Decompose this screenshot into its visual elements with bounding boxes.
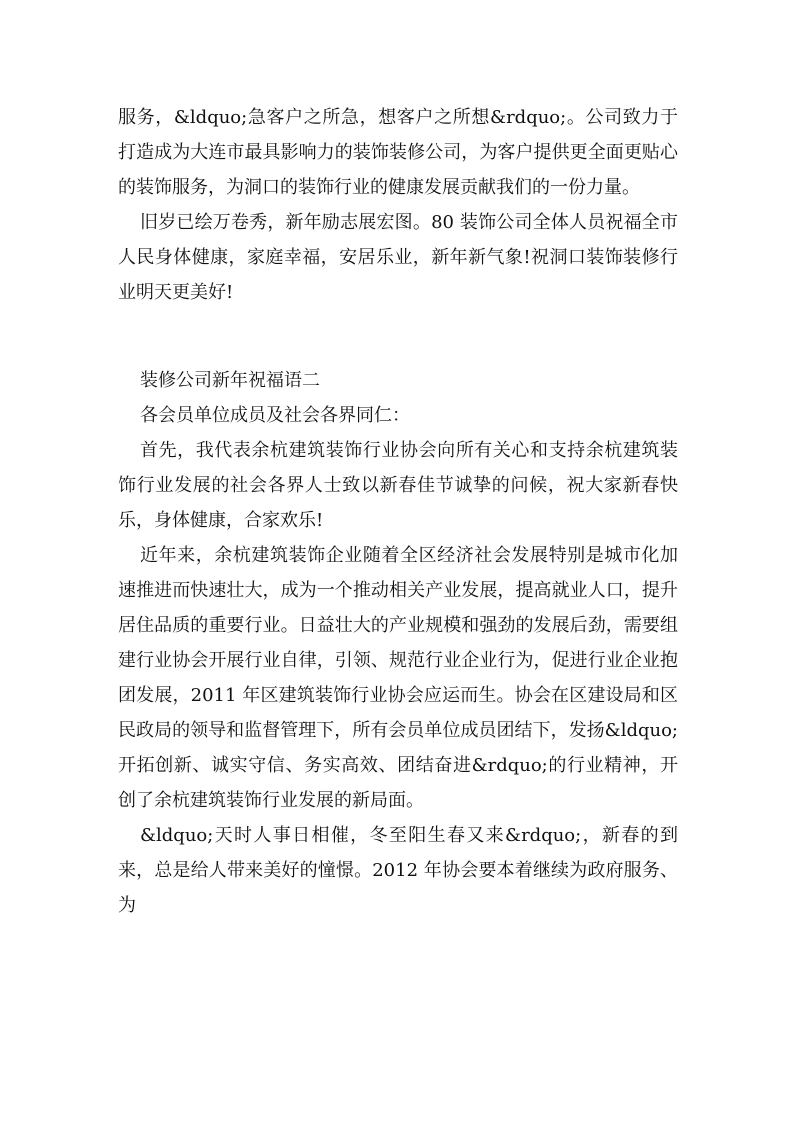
salutation: 各会员单位成员及社会各界同仁： <box>140 405 410 426</box>
paragraph-service: 服务，&ldquo;急客户之所急，想客户之所想&rdquo;。公司致力于打造成为大连市最具影响力的装饰装修公司，为客户提供更全面更贴心的装饰服务，为洞口的装饰行业的健康发展贡献我们的一份力量。 <box>118 107 678 198</box>
paragraph-spring-arrival: &ldquo;天时人事日相催，冬至阳生春又来&rdquo;，新春的到来，总是给人带来美好的憧憬。2012 年协会要本着继续为政府服务、为 <box>118 825 678 916</box>
blank-line <box>118 310 678 345</box>
section-heading: 装修公司新年祝福语二 <box>140 370 320 391</box>
paragraph-industry-development: 近年来，余杭建筑装饰企业随着全区经济社会发展特别是城市化加速推进而快速壮大，成为一个推动相关产业发展，提高就业人口，提升居住品质的重要行业。日益壮大的产业规模和强劲的发展后劲，需要组建行业协会开展行业自律，引领、规范行业企业行为，促进行业企业抱团发展，2011 年区建筑装饰行业协会应运而生。协会在区建设局和区民政局的领导和监督管理下，所有会员单位成员团结下，发扬&ldquo;开拓创新、诚实守信、务实高效、团结奋进&rdquo;的行业精神，开创了余杭建筑装饰行业发展的新局面。 <box>118 545 678 811</box>
paragraph-greeting: 首先，我代表余杭建筑装饰行业协会向所有关心和支持余杭建筑装饰行业发展的社会各界人士致以新春佳节诚挚的问候，祝大家新春快乐，身体健康，合家欢乐! <box>118 440 678 531</box>
document-body <box>118 100 678 923</box>
blank-line-small <box>118 345 678 363</box>
paragraph-new-year-wishes: 旧岁已绘万卷秀，新年励志展宏图。80 装饰公司全体人员祝福全市人民身体健康，家庭幸福，安居乐业，新年新气象!祝洞口装饰装修行业明天更美好! <box>118 212 678 303</box>
